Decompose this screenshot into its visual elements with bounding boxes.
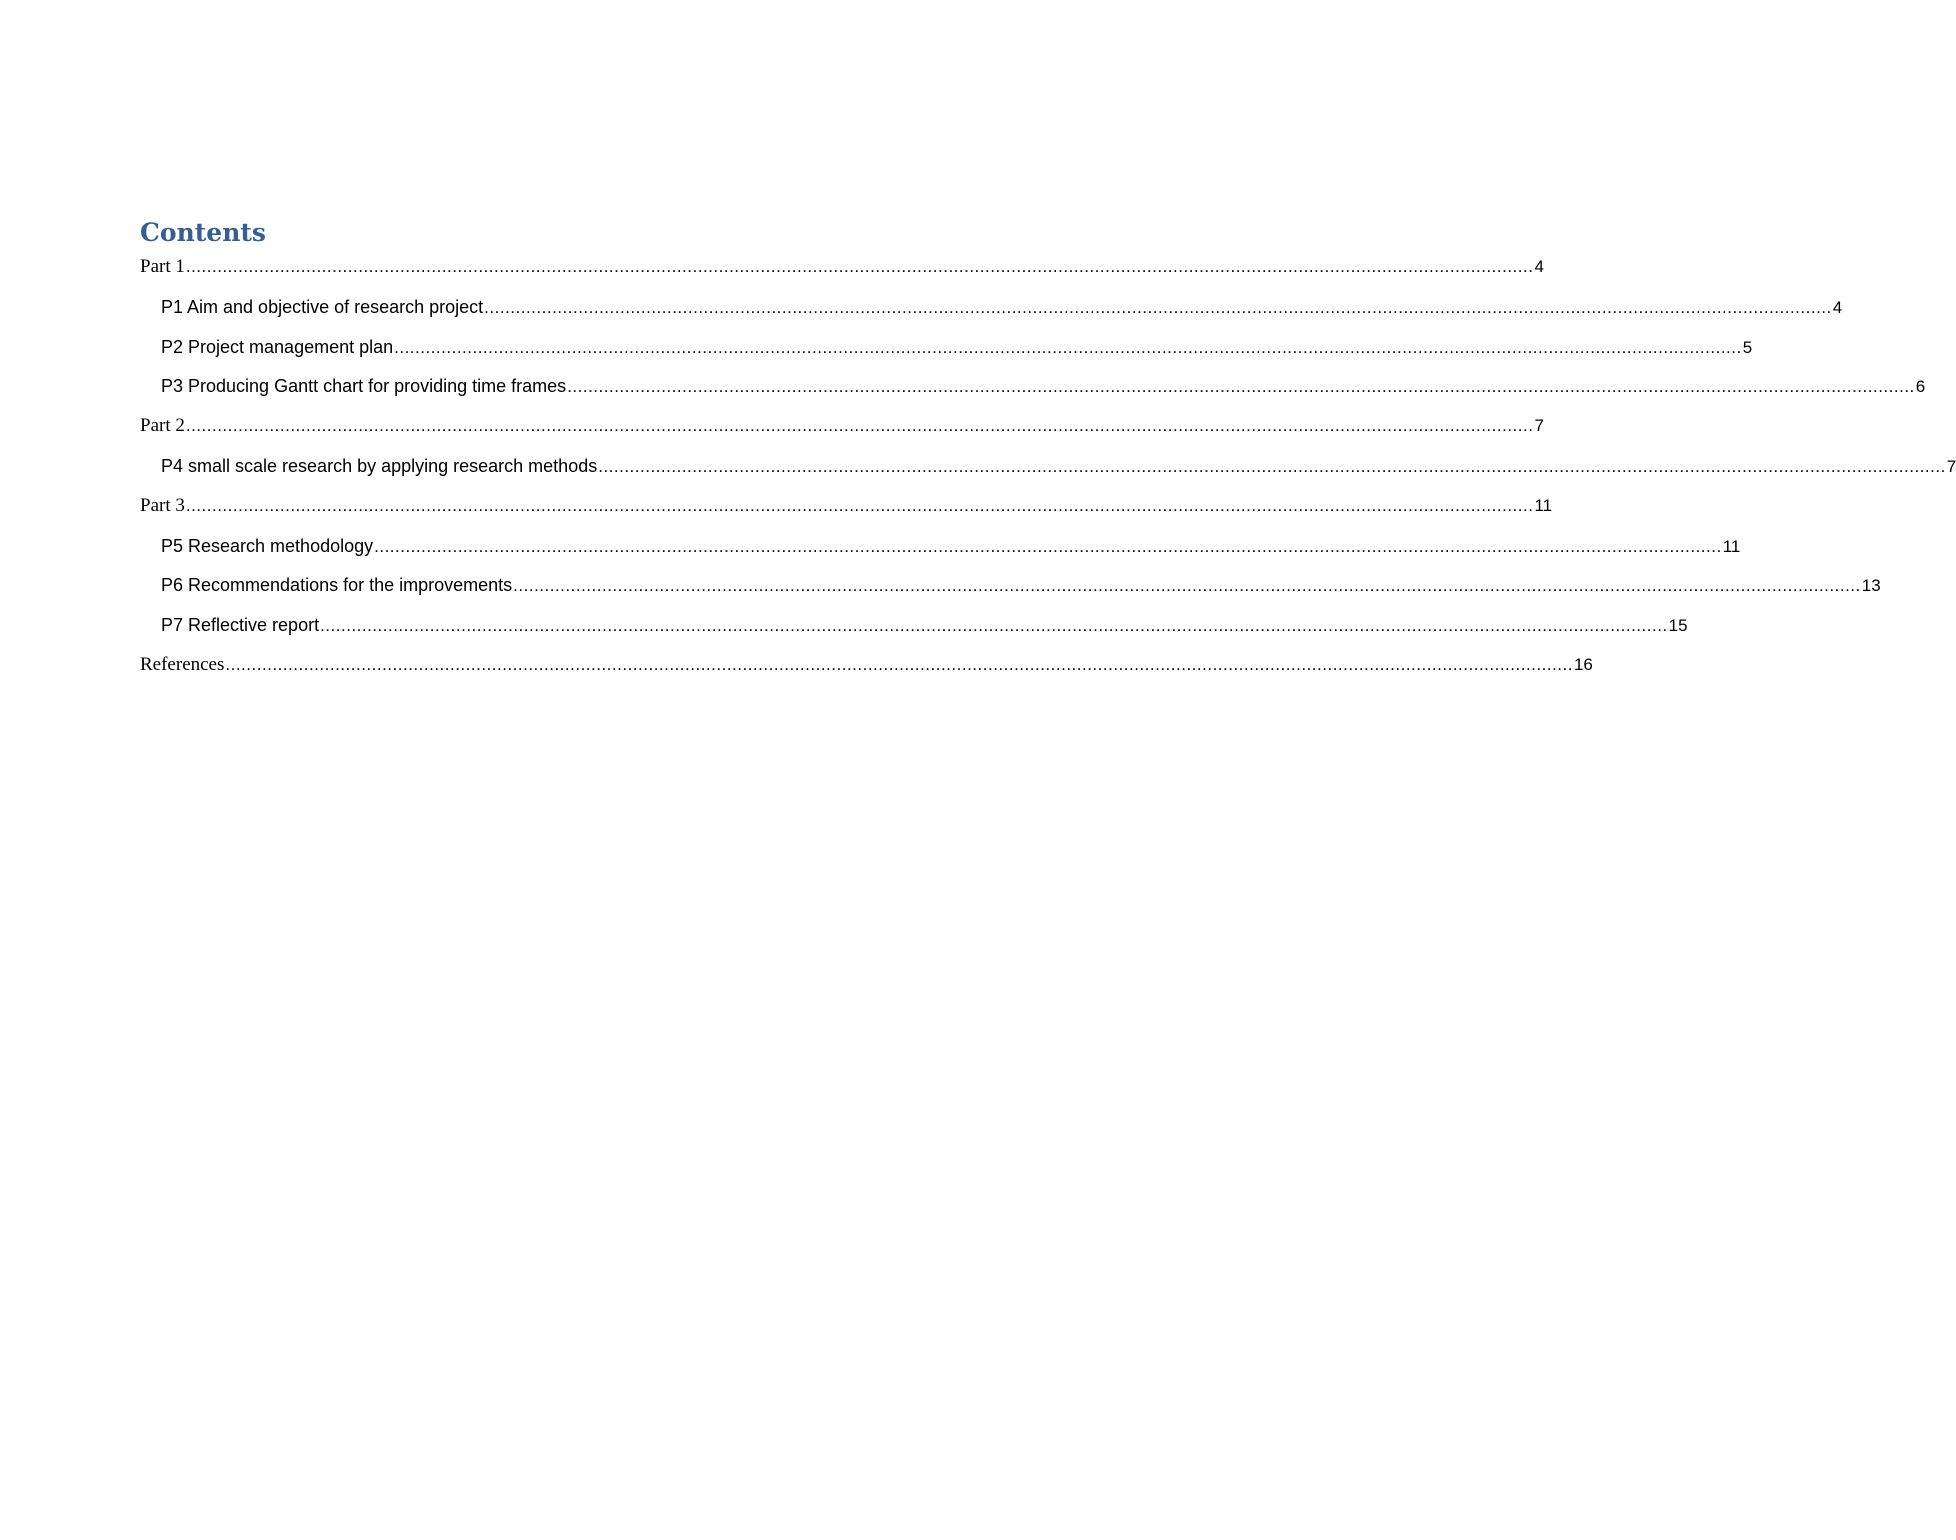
toc-entry-part-1[interactable] (140, 250, 1544, 290)
dot-leader: .................................................................................................................................................................................................................................................................. (394, 337, 1742, 357)
toc-entry-p4[interactable] (140, 449, 1956, 489)
dot-leader: .................................................................................................................................................................................................................................................................. (185, 257, 1534, 276)
dot-leader: .................................................................................................................................................................................................................................................................. (185, 416, 1534, 436)
toc-entry-page-number: 11 (1722, 536, 1741, 556)
toc-entry-page-number: 6 (1915, 377, 1926, 397)
toc-heading: Contents (140, 218, 267, 247)
toc-entry-title: P5 Research methodology (161, 535, 374, 556)
toc-entry-p2[interactable] (140, 330, 1753, 370)
toc-entry-title: References (140, 653, 225, 675)
toc-entry-title: P2 Project management plan (161, 336, 394, 357)
toc-entry-page-number: 15 (1668, 616, 1688, 636)
toc-entry-p5[interactable] (140, 529, 1741, 569)
toc-entry-p7[interactable] (140, 608, 1688, 648)
toc-entry-title: Part 1 (140, 256, 185, 277)
toc-entry-page-number: 16 (1573, 654, 1593, 674)
dot-leader: .................................................................................................................................................................................................................................................................. (185, 495, 1534, 515)
toc-entry-part-2[interactable] (140, 409, 1544, 449)
dot-leader: .................................................................................................................................................................................................................................................................. (320, 616, 1668, 636)
toc-entry-p3[interactable] (140, 369, 1926, 409)
toc-entry-page-number: 7 (1946, 456, 1956, 476)
toc-entry-part-3[interactable] (140, 489, 1553, 529)
toc-entry-title: Part 2 (140, 415, 185, 437)
toc-entry-page-number: 4 (1832, 297, 1843, 317)
toc-entry-p1[interactable] (140, 290, 1843, 330)
dot-leader: .................................................................................................................................................................................................................................................................. (225, 654, 1573, 674)
toc-entry-p6[interactable] (140, 568, 1881, 608)
toc-entry-title: Part 3 (140, 494, 185, 516)
toc-entry-page-number: 4 (1534, 257, 1544, 276)
dot-leader: .................................................................................................................................................................................................................................................................. (598, 456, 1946, 476)
toc-entry-page-number: 13 (1861, 576, 1881, 596)
toc-entry-title: P3 Producing Gantt chart for providing time frames (161, 376, 567, 397)
toc-entry-page-number: 11 (1534, 495, 1553, 515)
toc-entry-page-number: 5 (1742, 337, 1753, 357)
toc-entry-title: P7 Reflective report (161, 615, 320, 636)
table-of-contents (140, 250, 1956, 688)
toc-entry-references[interactable] (140, 648, 1593, 688)
toc-entry-page-number: 7 (1534, 416, 1544, 436)
toc-entry-title: P1 Aim and objective of research project (161, 296, 484, 317)
dot-leader: .................................................................................................................................................................................................................................................................. (513, 576, 1861, 596)
toc-entry-title: P4 small scale research by applying research methods (161, 455, 598, 476)
dot-leader: .................................................................................................................................................................................................................................................................. (374, 536, 1722, 556)
dot-leader: .................................................................................................................................................................................................................................................................. (484, 297, 1832, 317)
dot-leader: .................................................................................................................................................................................................................................................................. (567, 377, 1915, 397)
toc-entry-title: P6 Recommendations for the improvements (161, 575, 513, 596)
